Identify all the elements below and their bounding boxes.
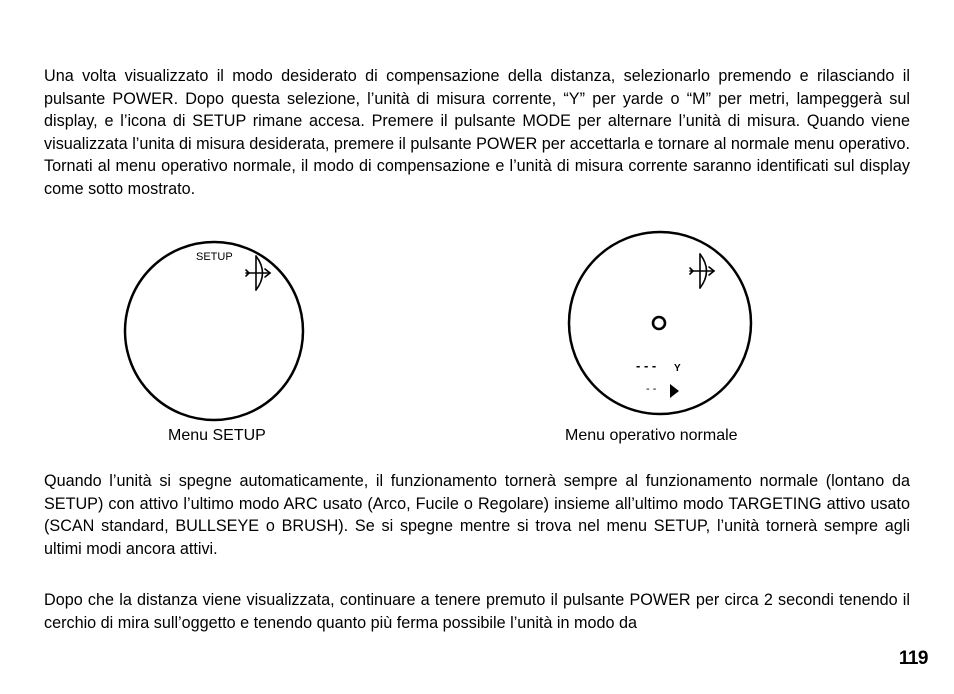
setup-caption: Menu SETUP [168, 427, 266, 444]
normal-caption: Menu operativo normale [565, 427, 738, 444]
hold-power-paragraph: Dopo che la distanza viene visualizzata, continuare a tenere premuto il pulsante POWER per circa 2 secondi tenendo il cerchio di mira sull’oggetto e tenendo quanto più ferma possibile l’unità in modo da [44, 591, 910, 632]
setup-menu-display [120, 238, 310, 422]
bow-arrow-icon [690, 254, 714, 288]
distance-dashes: - - - [636, 358, 657, 373]
scan-triangle-icon [670, 384, 679, 398]
reticle-circle-icon [653, 317, 665, 329]
auto-off-paragraph: Quando l’unità si spegne automaticamente, il funzionamento tornerà sempre al funzionamento normale (lontano da SETUP) con attivo l’ultimo modo ARC usato (Arco, Fucile o Regolare) insieme all’ultimo modo TARGETING attivo usato (SCAN standard, BULLSEYE o BRUSH). Se si spegne mentre si trova nel menu SETUP, l’unità tornerà sempre agli ultimi modi ancora attivi. [44, 472, 910, 558]
bow-arrow-icon [246, 256, 270, 290]
intro-paragraph: Una volta visualizzato il modo desiderato di compensazione della distanza, selezionarlo premendo e rilasciando il pulsante POWER. Dopo questa selezione, l’unità di misura corrente, “Y” per yarde o “M” per metri, lampeggerà sul display, e l’icona di SETUP rimane accesa. Premere il pulsante MODE per alternare l’unità di misura. Quando viene visualizzata l’unita di misura desiderata, premere il pulsante POWER per accettarla e tornare al normale menu operativo. Tornati al menu operativo normale, il modo di compensazione e l’unità di misura corrente saranno identificati sul display come sotto mostrato. [44, 67, 910, 198]
page-number: 119 [898, 648, 928, 669]
mode-dashes: - - [646, 383, 657, 395]
normal-menu-display [566, 228, 756, 422]
setup-label: SETUP [196, 251, 233, 263]
unit-label: Y [674, 363, 681, 374]
